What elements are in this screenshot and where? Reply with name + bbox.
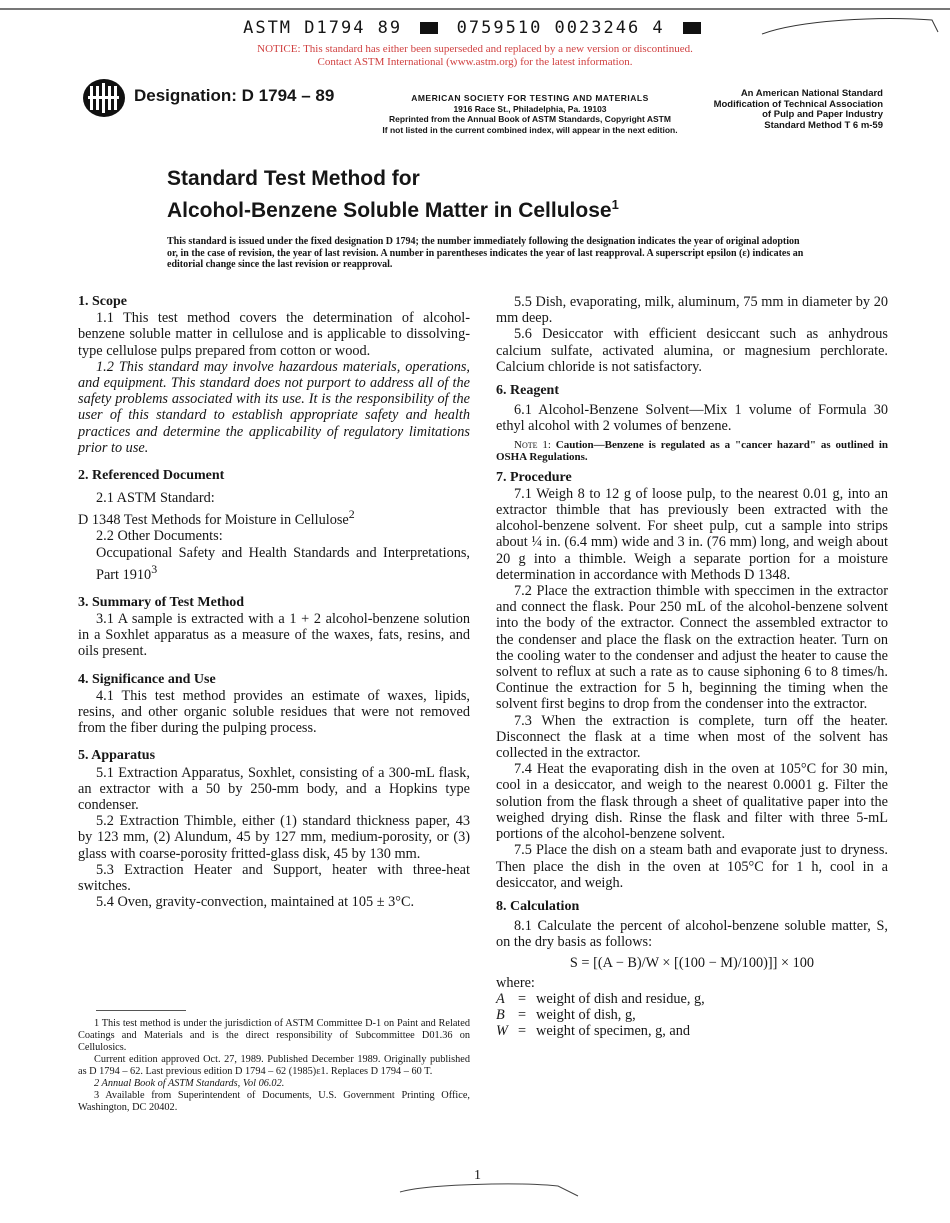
title-line-2 (167, 192, 619, 224)
paragraph-7-5: 7.5 Place the dish on a steam bath and evaporate just to dryness. Then place the dish in the oven at 105°C for 1 h, cool in a desiccator, and weigh. (496, 842, 888, 891)
document-title (167, 166, 619, 224)
paragraph-7-2: 7.2 Place the extraction thimble with speccimen in the extractor and connect the flask. Pour 250 mL of the alcohol-benzene solvent into the body of the extractor. Connect the assembled extractor to the condenser and place the flask on the extraction heater. Turn on the cooling water to the condenser and adjust the heater to cause the solvent to reflux at such a rate as to cause siphoning 6 to 8 times/h. Continue the extraction for 5 h, beginning the timing when the solvent first begins to drop from the condenser into the extractor. (496, 583, 888, 713)
right-column (496, 294, 888, 1040)
black-bar-mark (683, 22, 701, 34)
society-name: AMERICAN SOCIETY FOR TESTING AND MATERIALS (411, 93, 649, 103)
definition-row (496, 1007, 888, 1023)
paragraph-5-5: 5.5 Dish, evaporating, milk, aluminum, 75 mm in diameter by 20 mm deep. (496, 294, 888, 327)
footnote-3: 3 Available from Superintendent of Documents, U.S. Government Printing Office, Washington, DC 20402. (78, 1090, 470, 1113)
reference-d1348-text: D 1348 Test Methods for Moisture in Cellulose (78, 512, 349, 529)
footnote-1b: Current edition approved Oct. 27, 1989. Published December 1989. Originally published as D 1794 – 62. Last previous edition D 1794 – 62 (1985)ε1. Replaces D 1794 – 60 T. (78, 1054, 470, 1077)
footnotes (78, 1018, 470, 1114)
astm-logo-icon (82, 78, 126, 118)
paragraph-7-1: 7.1 Weigh 8 to 12 g of loose pulp, to the nearest 0.01 g, into an extractor thimble that has previously been extracted with the alcohol-benzene solvent. For sheet pulp, cut a sample into strips about ¼ in. (6.4 mm) wide and 3 in. (76 mm) long, and weigh about 20 g into a thimble. Weigh a separate portion for a moisture determination in accordance with Methods D 1348. (496, 485, 888, 583)
reference-osha-text: Occupational Safety and Health Standards and Interpretations, Part 1910 (96, 544, 470, 583)
paragraph-3-1: 3.1 A sample is extracted with a 1 + 2 alcohol-benzene solution in a Soxhlet apparatus as a measure of the waxes, fats, resins, and oils present. (78, 610, 470, 660)
society-block (340, 93, 720, 135)
pen-stroke-mark (760, 10, 940, 40)
designation: Designation: D 1794 – 89 (134, 86, 335, 105)
footnote-rule (96, 1010, 186, 1011)
section-heading: 7. Procedure (496, 469, 572, 485)
paragraph-5-6: 5.6 Desiccator with efficient desiccant such as anhydrous calcium sulfate, activated alumina, or magnesium perchlorate. Calcium chloride is not satisfactory. (496, 326, 888, 375)
footnote-ref: 3 (151, 561, 158, 576)
definition-text: weight of dish, g, (536, 1007, 636, 1024)
ans-block (690, 89, 883, 131)
notice-line-2: Contact ASTM International (www.astm.org) for the latest information. (317, 56, 633, 68)
paragraph-1-2: 1.2 This standard may involve hazardous materials, operations, and equipment. This standard does not purport to address all of the safety problems associated with its use. It is the responsibility of the user of this standard to establish appropriate safety and health practices and determine the applicability of regulatory limitations prior to use. (78, 358, 470, 456)
note-label: Note 1: (514, 438, 551, 451)
ans-line-2: Modification of Technical Association (713, 98, 883, 110)
formula: S = [(A − B)/W × [(100 − M)/100)]] × 100 (569, 954, 815, 971)
section-heading: 3. Summary of Test Method (78, 594, 245, 610)
document-code-part1: ASTM D1794 89 (243, 18, 403, 38)
paragraph-5-3: 5.3 Extraction Heater and Support, heater with three-heat switches. (78, 861, 470, 895)
page-number: 1 (474, 1168, 481, 1183)
definition-symbol: A (496, 990, 505, 1007)
section-heading: 2. Referenced Document (78, 468, 225, 484)
equals-sign: = (518, 990, 527, 1007)
paragraph-7-3: 7.3 When the extraction is complete, turn off the heater. Disconnect the flask at a time when most of the solvent has collected in the extractor. (496, 712, 888, 762)
section-heading: 8. Calculation (496, 898, 580, 914)
black-bar-mark (420, 22, 438, 34)
reference-d1348 (78, 506, 470, 528)
ans-line-3: of Pulp and Paper Industry (762, 109, 883, 120)
paragraph-2-1: 2.1 ASTM Standard: (96, 490, 215, 507)
section-heading: 4. Significance and Use (78, 671, 216, 687)
footnote-ref: 2 (348, 507, 355, 522)
page-flourish-mark (398, 1180, 583, 1200)
society-address: 1916 Race St., Philadelphia, Pa. 19103 (453, 103, 607, 114)
section-heading: 5. Apparatus (78, 748, 156, 764)
title-line-2-text: Alcohol-Benzene Soluble Matter in Cellulose (167, 199, 612, 222)
notice-line-1: NOTICE: This standard has either been superseded and replaced by a new version or discontinued. (257, 43, 693, 55)
paragraph-7-4: 7.4 Heat the evaporating dish in the oven at 105°C for 30 min, cool in a desiccator, and weigh to the nearest 0.0001 g. Filter the solution from the flask through a sheet of qualitative paper into the weighed drying dish. Rinse the flask and filter with three 5-mL portions of the alcohol-benzene solvent. (496, 761, 888, 843)
section-heading: 1. Scope (78, 294, 127, 309)
footnote-1: 1 This test method is under the jurisdiction of ASTM Committee D-1 on Paint and Related Coatings and Materials and is the direct responsibility of Subcommittee D01.36 on Cellulosics. (78, 1018, 470, 1053)
paragraph-4-1: 4.1 This test method provides an estimate of waxes, lipids, resins, and other organic soluble residues that were not removed from the fiber during the pulping process. (78, 687, 470, 737)
definition-text: weight of specimen, g, and (536, 1023, 691, 1040)
paragraph-8-1: 8.1 Calculate the percent of alcohol-benzene soluble matter, S, on the dry basis as follows: (496, 918, 888, 951)
footnote-2: 2 Annual Book of ASTM Standards, Vol 06.02. (94, 1078, 285, 1089)
left-column (78, 294, 470, 910)
document-code-part2: 0759510 0023246 4 (456, 18, 665, 38)
society-reprint-1: Reprinted from the Annual Book of ASTM Standards, Copyright ASTM (389, 114, 671, 124)
equals-sign: = (518, 1023, 527, 1040)
definition-text: weight of dish and residue, g, (536, 990, 705, 1007)
intro-paragraph: This standard is issued under the fixed designation D 1794; the number immediately following the designation indicates the year of original adoption or, in the case of revision, the year of last revision. A number in parentheses indicates the year of last reapproval. A superscript epsilon (ε) indicates an editorial change since the last revision or reapproval. (167, 236, 804, 271)
paragraph-5-1: 5.1 Extraction Apparatus, Soxhlet, consisting of a 300-mL flask, an extractor with a 50 by 250-mm body, and a Hopkins type condenser. (78, 764, 470, 814)
definition-row (496, 991, 888, 1007)
definition-symbol: W (496, 1023, 508, 1040)
paragraph-6-1: 6.1 Alcohol-Benzene Solvent—Mix 1 volume of Formula 30 ethyl alcohol with 2 volumes of benzene. (496, 402, 888, 435)
paragraph-5-4: 5.4 Oven, gravity-convection, maintained at 105 ± 3°C. (96, 894, 415, 911)
ans-line-1: An American National Standard (740, 88, 883, 99)
definition-symbol: B (496, 1007, 505, 1024)
definition-row (496, 1023, 888, 1039)
section-heading: 6. Reagent (496, 383, 559, 399)
note-1 (496, 439, 888, 464)
where-label: where: (496, 974, 535, 991)
equals-sign: = (518, 1007, 527, 1024)
title-line-1: Standard Test Method for (167, 167, 420, 190)
society-reprint-2: If not listed in the current combined index, will appear in the next edition. (382, 124, 678, 135)
note-text: Caution—Benzene is regulated as a "cancer hazard" as outlined in OSHA Regulations. (496, 438, 888, 464)
paragraph-1-1: 1.1 This test method covers the determination of alcohol-benzene soluble matter in cellulose and is applicable to dissolving-type cellulose pulps prepared from cotton or wood. (78, 310, 470, 359)
paragraph-5-2: 5.2 Extraction Thimble, either (1) standard thickness paper, 43 by 123 mm, (2) Alundum, 45 by 127 mm, medium-porosity, or (3) glass with coarse-porosity fritted-glass disk, 45 by 130 mm. (78, 813, 470, 862)
title-footnote-ref: 1 (611, 197, 619, 212)
reference-osha (78, 545, 470, 583)
ans-line-4: Standard Method T 6 m-59 (764, 119, 883, 131)
paragraph-2-2: 2.2 Other Documents: (96, 528, 223, 545)
notice-text (0, 43, 950, 69)
